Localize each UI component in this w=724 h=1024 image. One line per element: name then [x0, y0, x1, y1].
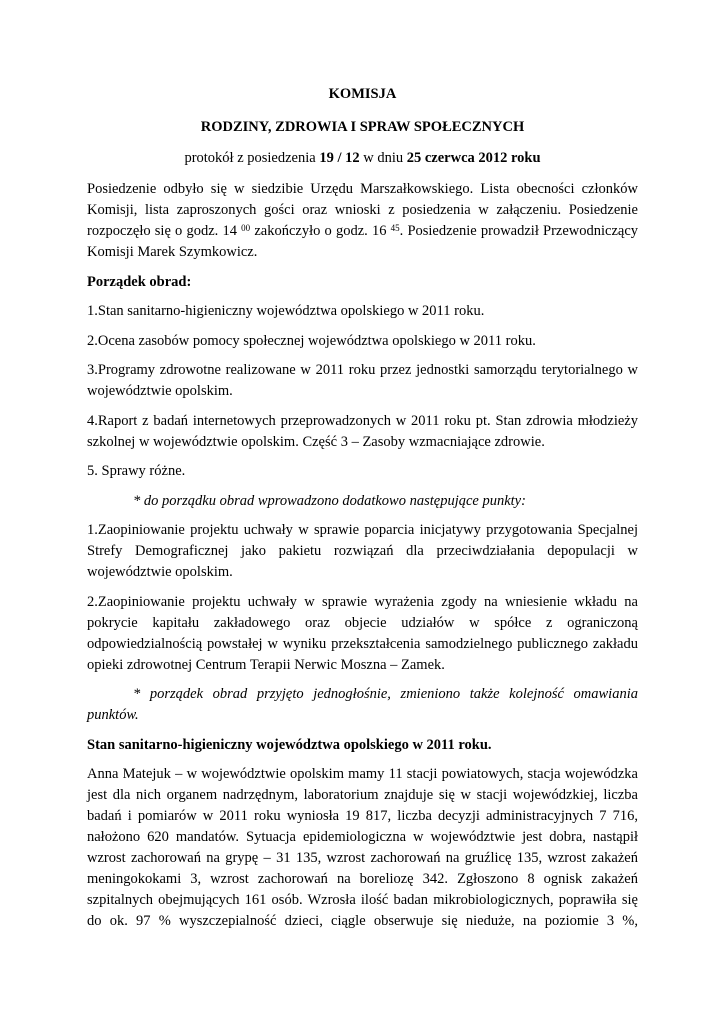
chair-text: . Posiedzenie prowadził Przewodniczący	[399, 223, 639, 239]
added-items-note: * do porządku obrad wprowadzono dodatkowo następujące punkty:	[133, 492, 526, 509]
agenda-item-line: 1.Stan sanitarno-higieniczny województwa opolskiego w 2011 roku.	[87, 303, 485, 319]
agenda-item-line: 2.Ocena zasobów pomocy społecznej województwa opolskiego w 2011 roku.	[87, 332, 536, 349]
approval-note-line: punktów.	[87, 707, 139, 723]
agenda-item-4	[87, 411, 638, 453]
protocol-middle: w dniu	[363, 150, 404, 166]
added-item-line: 1.Zaopiniowanie projektu uchwały w sprawie poparcia inicjatywy przygotowania Specjalnej	[87, 522, 638, 538]
intro-line: Komisji, lista zaproszonych gości oraz wnioski z posiedzenia w załączeniu. Posiedzenie	[87, 202, 638, 218]
section-line: Anna Matejuk – w województwie opolskim mamy 11 stacji powiatowych, stacja wojewódzka	[87, 766, 638, 782]
section-line: nałożono 620 mandatów. Sytuacja epidemiologiczna w województwie jest dobra, nastąpił	[87, 829, 638, 845]
section-line: badań i pomiarów w 2011 roku wyniosła 19 817, liczba decyzji administracyjnych 7 716,	[87, 808, 638, 824]
section-line: szpitalnych obejmujących 161 osób. Wzrosła ilość badan mikrobiologicznych, poprawiła się	[87, 892, 638, 908]
section-line: wzrost zachorowań na grypę – 31 135, wzrost zachorowań na gruźlicę 135, wzrost zakażeń	[87, 850, 638, 866]
agenda-item-2	[87, 331, 638, 352]
added-item-line: opieki zdrowotnej Centrum Terapii Nerwic Moszna – Zamek.	[87, 656, 445, 673]
agenda-heading: Porządek obrad:	[87, 273, 192, 290]
added-item-line: Strefy Demograficznej jako pakietu rozwiązań dla przeciwdziałania depopulacji w	[87, 543, 638, 559]
section-paragraph	[87, 764, 638, 932]
agenda-item-line: 4.Raport z badań internetowych przeprowadzonych w 2011 roku pt. Stan zdrowia młodzieży	[87, 412, 638, 429]
added-item-line: odpowiedzialnością powstałej w wyniku przekształcenia samodzielnego publicznego zakładu	[87, 635, 638, 652]
agenda-item-line: 5. Sprawy różne.	[87, 463, 186, 479]
added-item-line: pokrycie kapitału zakładowego oraz objecie udziałów w spółce z ograniczoną	[87, 614, 638, 631]
committee-title: KOMISJA	[328, 86, 397, 102]
protocol-prefix: protokół z posiedzenia	[184, 150, 316, 166]
start-time-label: rozpoczęło się o godz.	[87, 223, 219, 239]
added-agenda-item-1	[87, 520, 638, 583]
approval-note-line: * porządek obrad przyjęto jednogłośnie, zmieniono także kolejność omawiania	[133, 686, 638, 702]
intro-paragraph	[87, 179, 638, 263]
added-agenda-item-2	[87, 592, 638, 676]
meeting-time-line	[87, 221, 638, 242]
protocol-date: 25 czerwca 2012 roku	[406, 150, 541, 166]
section-line: do ok. 97 % wyszczepialność dzieci, ciągle obserwuje się nieduże, na poziomie 3 %,	[87, 913, 638, 929]
committee-name: RODZINY, ZDROWIA I SPRAW SPOŁECZNYCH	[200, 119, 525, 135]
section-line: jest dla nich organem nadrzędnym, laboratorium znajduje się w stacji wojewódzkiej, liczba	[87, 787, 638, 803]
protocol-line	[87, 148, 638, 169]
end-hour: 16	[371, 223, 387, 239]
approval-note	[87, 684, 638, 726]
end-time-label: zakończyło o godz.	[254, 223, 368, 239]
agenda-item-5	[87, 461, 638, 482]
start-minutes: 00	[241, 222, 251, 233]
end-minutes: 45	[390, 222, 400, 233]
agenda-item-1	[87, 301, 638, 322]
added-item-line: województwie opolskim.	[87, 564, 233, 580]
protocol-number: 19 / 12	[319, 150, 360, 166]
agenda-item-line: 3.Programy zdrowotne realizowane w 2011 roku przez jednostki samorządu terytorialnego w	[87, 362, 638, 378]
section-heading: Stan sanitarno-higieniczny województwa opolskiego w 2011 roku.	[87, 736, 492, 753]
agenda-item-line: szkolnej w województwie opolskim. Część 3 – Zasoby wzmacniające zdrowie.	[87, 433, 545, 450]
agenda-item-line: województwie opolskim.	[87, 383, 233, 399]
start-hour: 14	[222, 223, 237, 239]
intro-line: Komisji Marek Szymkowicz.	[87, 244, 258, 260]
section-line: meningokokami 3, wzrost zachorowań na boreliozę 342. Zgłoszono 8 ognisk zakażeń	[87, 871, 638, 887]
added-item-line: 2.Zaopiniowanie projektu uchwały w sprawie wyrażenia zgody na wniesienie wkładu na	[87, 593, 638, 610]
document-body	[87, 84, 638, 932]
intro-line: Posiedzenie odbyło się w siedzibie Urzędu Marszałkowskiego. Lista obecności członków	[87, 181, 638, 197]
agenda-item-3	[87, 360, 638, 402]
